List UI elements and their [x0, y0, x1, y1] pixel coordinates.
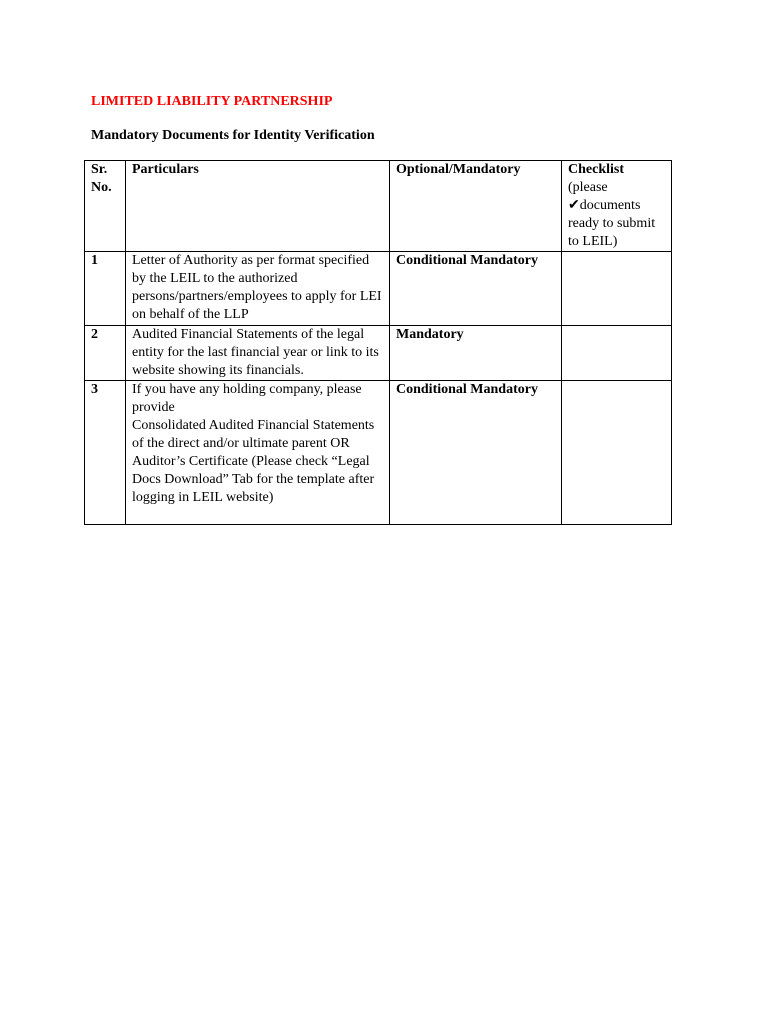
- row-requirement: Conditional Mandatory: [390, 381, 562, 525]
- row-sr-no: 2: [85, 326, 126, 381]
- row-particulars: Audited Financial Statements of the legal entity for the last financial year or link to its website showing its financials.: [126, 326, 390, 381]
- row-sr-no: 1: [85, 252, 126, 326]
- header-sr-no-line1: Sr.: [91, 162, 108, 177]
- header-sr-no-line2: No.: [91, 180, 112, 195]
- header-sr-no: [85, 161, 126, 252]
- row-sr-no: 3: [85, 381, 126, 525]
- header-optional-mandatory: Optional/Mandatory: [390, 161, 562, 252]
- header-checklist-title: Checklist: [568, 162, 624, 177]
- header-particulars: Particulars: [126, 161, 390, 252]
- row-checklist-cell[interactable]: [562, 381, 672, 525]
- document-title: LIMITED LIABILITY PARTNERSHIP: [91, 94, 333, 109]
- header-checklist-note-line4: to LEIL): [568, 234, 618, 249]
- row-requirement: Conditional Mandatory: [390, 252, 562, 326]
- header-checklist-note-line1: (please: [568, 180, 608, 195]
- row-particulars: [126, 381, 390, 525]
- row-particulars-line1: If you have any holding company, please provide: [132, 382, 362, 415]
- row-particulars-line3: Auditor’s Certificate (Please check “Legal Docs Download” Tab for the template after logging in LEIL website): [132, 454, 375, 505]
- table-row: [85, 252, 672, 326]
- row-checklist-cell[interactable]: [562, 326, 672, 381]
- row-requirement: Mandatory: [390, 326, 562, 381]
- document-subtitle: Mandatory Documents for Identity Verification: [91, 128, 375, 143]
- table-row: [85, 326, 672, 381]
- table-header-row: [85, 161, 672, 252]
- row-particulars-line2: Consolidated Audited Financial Statements of the direct and/or ultimate parent OR: [132, 418, 375, 451]
- header-checklist-note-line2: ✔documents: [568, 198, 641, 213]
- documents-table: [84, 160, 672, 525]
- row-particulars: Letter of Authority as per format specified by the LEIL to the authorized persons/partners/employees to apply for LEI on behalf of the LLP: [126, 252, 390, 326]
- header-checklist-note-line3: ready to submit: [568, 216, 656, 231]
- header-checklist: [562, 161, 672, 252]
- table-row: [85, 381, 672, 525]
- row-checklist-cell[interactable]: [562, 252, 672, 326]
